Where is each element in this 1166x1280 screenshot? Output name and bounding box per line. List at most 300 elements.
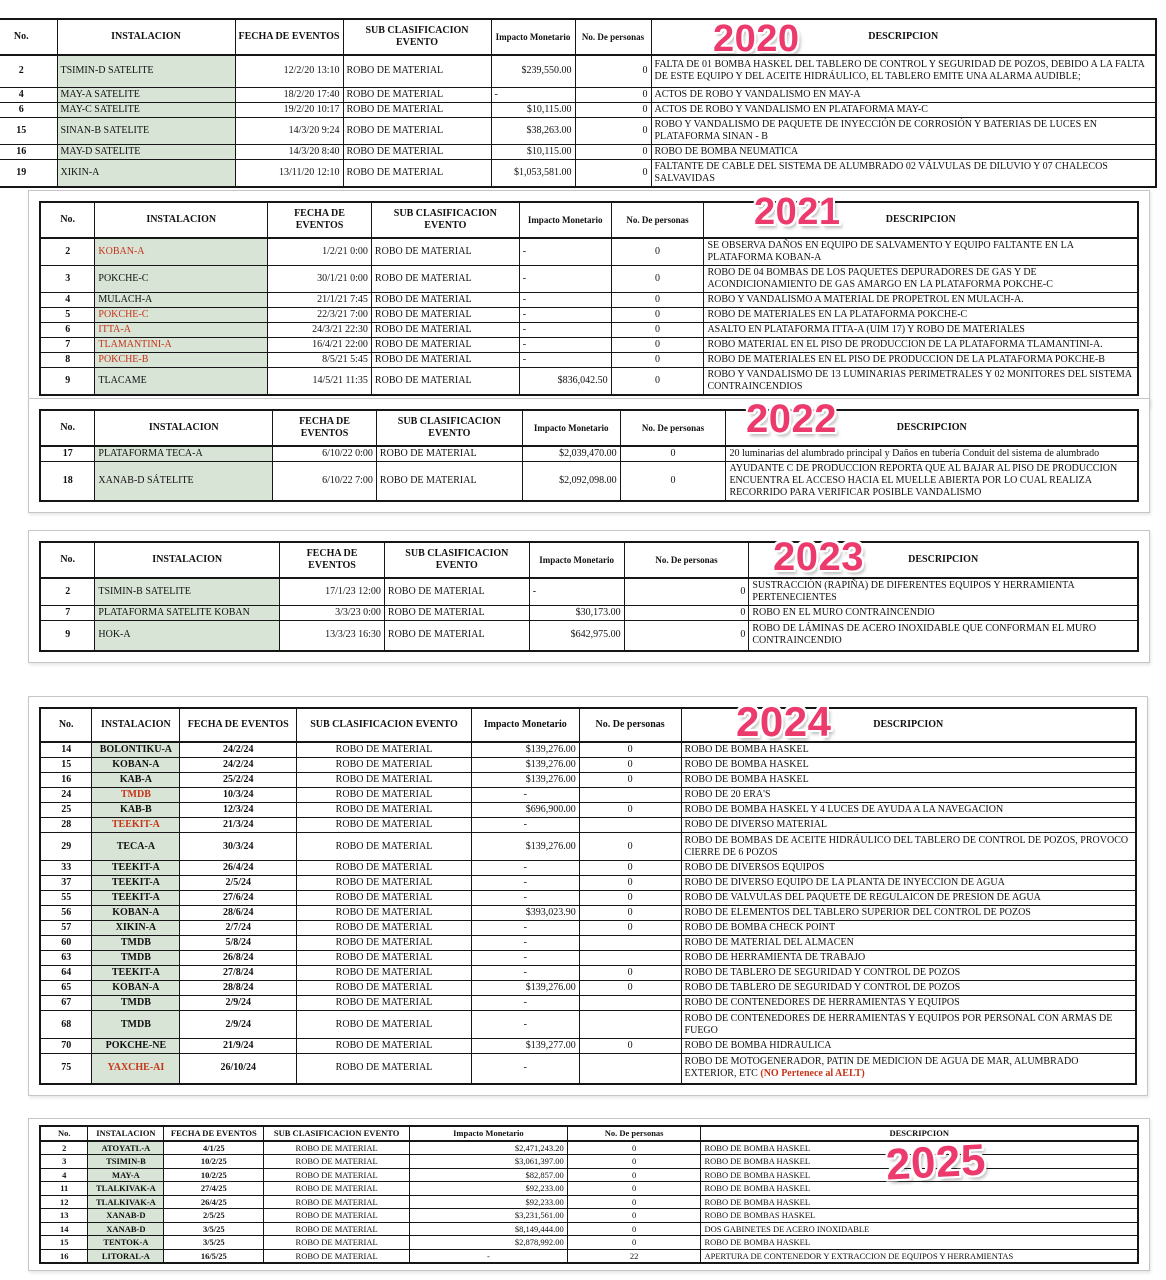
- table-row: [40, 921, 1136, 936]
- cell-no: 15: [40, 758, 92, 773]
- cell-sub-clasificacion: ROBO DE MATERIAL: [264, 1236, 410, 1250]
- cell-descripcion: [651, 117, 1156, 144]
- cell-instalacion: TLACAME: [95, 368, 268, 396]
- cell-fecha: 10/3/24: [180, 788, 297, 803]
- table-row: [40, 981, 1136, 996]
- cell-fecha: 10/2/25: [164, 1168, 264, 1182]
- cell-descripcion: [704, 238, 1138, 266]
- cell-sub-clasificacion: ROBO DE MATERIAL: [371, 353, 519, 368]
- cell-sub-clasificacion: ROBO DE MATERIAL: [297, 966, 472, 981]
- cell-no: 64: [40, 966, 92, 981]
- cell-instalacion: TMDB: [92, 1011, 180, 1039]
- cell-no: 6: [0, 102, 57, 117]
- cell-instalacion: POKCHE-NE: [92, 1039, 180, 1054]
- cell-impacto-monetario: $139,276.00: [471, 773, 579, 788]
- cell-no: 2: [0, 55, 57, 87]
- description-text: ROBO DE DIVERSO EQUIPO DE LA PLANTA DE INYECCION DE AGUA: [684, 877, 1005, 888]
- cell-fecha: 21/3/24: [180, 818, 297, 833]
- column-header-2: FECHA DE EVENTOS: [180, 708, 297, 742]
- year-label-2025: 2025: [884, 1135, 988, 1190]
- cell-no: 9: [40, 368, 95, 396]
- description-text: ROBO DE MOTOGENERADOR, PATIN DE MEDICION DE AGUA DE MAR, ALUMBRADO EXTERIOR, ETC: [684, 1056, 1079, 1080]
- cell-no-personas: 0: [611, 368, 704, 396]
- cell-no-personas: 0: [611, 238, 704, 266]
- cell-no-personas: [579, 996, 681, 1011]
- column-header-4: Impacto Monetario: [519, 202, 611, 238]
- cell-descripcion: [704, 368, 1138, 396]
- description-text: 20 luminarias del alumbrado principal y Daños en tubería Conduit del sistema de alumbrado: [729, 448, 1100, 459]
- events-table-2024: [39, 707, 1137, 1085]
- cell-sub-clasificacion: ROBO DE MATERIAL: [384, 621, 529, 651]
- cell-no-personas: 0: [579, 773, 681, 788]
- description-text: FALTANTE DE CABLE DEL SISTEMA DE ALUMBRADO 02 VÁLVULAS DE DILUVIO Y 07 CHALECOS SALVAVIDAS: [654, 160, 1108, 184]
- cell-no: 15: [40, 1236, 88, 1250]
- cell-fecha: 10/2/25: [164, 1155, 264, 1169]
- description-text: ROBO DE HERRAMIENTA DE TRABAJO: [684, 952, 866, 963]
- cell-instalacion: TMDB: [92, 996, 180, 1011]
- cell-instalacion: PLATAFORMA SATELITE KOBAN: [95, 606, 280, 621]
- table-row: [40, 758, 1136, 773]
- cell-impacto-monetario: -: [519, 293, 611, 308]
- events-table-2020: [0, 18, 1157, 188]
- cell-impacto-monetario: -: [471, 861, 579, 876]
- column-header-5: No. De personas: [579, 708, 681, 742]
- cell-no: 24: [40, 788, 92, 803]
- description-text: ROBO DE CONTENEDORES DE HERRAMIENTAS Y EQUIPOS: [684, 997, 960, 1008]
- column-header-1: INSTALACION: [57, 19, 235, 55]
- cell-fecha: 26/8/24: [180, 951, 297, 966]
- cell-no-personas: 0: [579, 758, 681, 773]
- cell-no-personas: 0: [579, 833, 681, 861]
- description-text: ROBO DE CONTENEDORES DE HERRAMIENTAS Y EQUIPOS POR PERSONAL CON ARMAS DE FUEGO: [684, 1012, 1113, 1036]
- cell-descripcion: [704, 353, 1138, 368]
- events-table-2022: [39, 409, 1139, 502]
- table-section-2025: [28, 1118, 1150, 1271]
- cell-fecha: 27/6/24: [180, 891, 297, 906]
- cell-instalacion: KOBAN-A: [95, 238, 268, 266]
- cell-impacto-monetario: $2,878,992.00: [410, 1236, 568, 1250]
- cell-impacto-monetario: $3,231,561.00: [410, 1209, 568, 1223]
- description-text: ROBO DE TABLERO DE SEGURIDAD Y CONTROL DE POZOS: [684, 982, 961, 993]
- description-text: ROBO DE BOMBA HASKEL Y 4 LUCES DE AYUDA A LA NAVEGACION: [684, 804, 1004, 815]
- column-header-6: DESCRIPCION: [651, 19, 1156, 55]
- table-row: [0, 55, 1156, 87]
- cell-instalacion: SINAN-B SATELITE: [57, 117, 235, 144]
- cell-no-personas: 0: [611, 323, 704, 338]
- description-text: ROBO DE DIVERSOS EQUIPOS: [684, 862, 825, 873]
- cell-fecha: 14/3/20 9:24: [235, 117, 343, 144]
- events-table-2023: [39, 541, 1139, 652]
- description-text: ROBO DE TABLERO DE SEGURIDAD Y CONTROL DE POZOS: [684, 967, 961, 978]
- cell-sub-clasificacion: ROBO DE MATERIAL: [297, 936, 472, 951]
- cell-no: 3: [40, 1155, 88, 1169]
- cell-no: 70: [40, 1039, 92, 1054]
- cell-descripcion: [704, 293, 1138, 308]
- cell-descripcion: [701, 1195, 1138, 1209]
- cell-no-personas: 0: [611, 308, 704, 323]
- cell-sub-clasificacion: ROBO DE MATERIAL: [297, 803, 472, 818]
- description-text: ROBO DE MATERIAL DEL ALMACEN: [684, 937, 854, 948]
- cell-instalacion: KOBAN-A: [92, 758, 180, 773]
- cell-fecha: 26/4/24: [180, 861, 297, 876]
- cell-instalacion: XANAB-D SÁTELITE: [95, 462, 273, 502]
- table-section-2020: [0, 18, 1166, 188]
- cell-instalacion: MAY-A: [88, 1168, 164, 1182]
- description-text: ROBO DE BOMBAS HASKEL: [704, 1210, 816, 1220]
- cell-fecha: 27/8/24: [180, 966, 297, 981]
- cell-no: 14: [40, 1222, 88, 1236]
- column-header-3: SUB CLASIFICACION EVENTO: [371, 202, 519, 238]
- cell-fecha: 28/6/24: [180, 906, 297, 921]
- column-header-3: SUB CLASIFICACION EVENTO: [264, 1126, 410, 1141]
- table-row: [0, 159, 1156, 187]
- cell-descripcion: [701, 1209, 1138, 1223]
- cell-descripcion: [704, 338, 1138, 353]
- cell-sub-clasificacion: ROBO DE MATERIAL: [371, 266, 519, 293]
- cell-no-personas: 0: [579, 921, 681, 936]
- year-label-2022: 2022: [746, 397, 837, 441]
- table-row: [40, 1236, 1138, 1250]
- table-row: [40, 293, 1138, 308]
- cell-sub-clasificacion: ROBO DE MATERIAL: [343, 159, 491, 187]
- cell-sub-clasificacion: ROBO DE MATERIAL: [343, 55, 491, 87]
- column-header-3: SUB CLASIFICACION EVENTO: [297, 708, 472, 742]
- table-row: [40, 742, 1136, 758]
- cell-instalacion: BOLONTIKU-A: [92, 742, 180, 758]
- cell-sub-clasificacion: ROBO DE MATERIAL: [371, 368, 519, 396]
- description-text: ROBO DE VALVULAS DEL PAQUETE DE REGULAICON DE PRESION DE AGUA: [684, 892, 1041, 903]
- cell-instalacion: KAB-B: [92, 803, 180, 818]
- cell-descripcion: [681, 1039, 1136, 1054]
- cell-fecha: 17/1/23 12:00: [280, 578, 385, 606]
- cell-no: 2: [40, 238, 95, 266]
- cell-no: 4: [0, 87, 57, 102]
- cell-no: 14: [40, 742, 92, 758]
- description-text: ROBO DE BOMBA HIDRAULICA: [684, 1040, 832, 1051]
- cell-no: 6: [40, 323, 95, 338]
- column-header-0: No.: [40, 202, 95, 238]
- cell-no: 56: [40, 906, 92, 921]
- cell-impacto-monetario: -: [519, 308, 611, 323]
- cell-no: 19: [0, 159, 57, 187]
- column-header-4: Impacto Monetario: [471, 708, 579, 742]
- cell-instalacion: LITORAL-A: [88, 1249, 164, 1263]
- cell-no: 37: [40, 876, 92, 891]
- table-row: [40, 1209, 1138, 1223]
- description-text: ROBO DE BOMBA HASKEL: [704, 1196, 811, 1207]
- cell-fecha: 13/3/23 16:30: [280, 621, 385, 651]
- cell-descripcion: [681, 891, 1136, 906]
- cell-sub-clasificacion: ROBO DE MATERIAL: [264, 1249, 410, 1263]
- cell-instalacion: MAY-C SATELITE: [57, 102, 235, 117]
- description-text: ROBO Y VANDALISMO A MATERIAL DE PROPETROL EN MULACH-A.: [707, 294, 1024, 305]
- table-row: [40, 861, 1136, 876]
- table-row: [40, 578, 1138, 606]
- cell-impacto-monetario: $696,900.00: [471, 803, 579, 818]
- cell-descripcion: [681, 788, 1136, 803]
- cell-no-personas: [579, 1011, 681, 1039]
- table-row: [40, 1195, 1138, 1209]
- table-row: [40, 238, 1138, 266]
- table-row: [40, 876, 1136, 891]
- table-row: [40, 308, 1138, 323]
- table-row: [40, 891, 1136, 906]
- column-header-1: INSTALACION: [95, 542, 280, 578]
- table-row: [40, 818, 1136, 833]
- cell-no-personas: 0: [575, 87, 651, 102]
- cell-impacto-monetario: -: [471, 966, 579, 981]
- cell-no: 55: [40, 891, 92, 906]
- cell-no: 33: [40, 861, 92, 876]
- table-row: [40, 936, 1136, 951]
- description-text: ROBO Y VANDALISMO DE 13 LUMINARIAS PERIMETRALES Y 02 MONITORES DEL SISTEMA CONTRAINCENDIOS: [707, 369, 1132, 392]
- cell-no: 16: [40, 773, 92, 788]
- cell-sub-clasificacion: ROBO DE MATERIAL: [264, 1141, 410, 1155]
- cell-instalacion: YAXCHE-AI: [92, 1054, 180, 1084]
- cell-sub-clasificacion: ROBO DE MATERIAL: [297, 981, 472, 996]
- cell-instalacion: ATOYATL-A: [88, 1141, 164, 1155]
- cell-descripcion: [681, 833, 1136, 861]
- column-header-2: FECHA DE EVENTOS: [235, 19, 343, 55]
- cell-no: 67: [40, 996, 92, 1011]
- cell-no-personas: 0: [579, 803, 681, 818]
- description-text: ROBO DE BOMBA HASKEL: [684, 774, 809, 785]
- cell-fecha: 5/8/24: [180, 936, 297, 951]
- table-row: [40, 338, 1138, 353]
- cell-descripcion: [701, 1249, 1138, 1263]
- cell-no: 11: [40, 1182, 88, 1196]
- table-row: [0, 144, 1156, 159]
- column-header-3: SUB CLASIFICACION EVENTO: [343, 19, 491, 55]
- column-header-1: INSTALACION: [92, 708, 180, 742]
- description-text: ACTOS DE ROBO Y VANDALISMO EN PLATAFORMA MAY-C: [654, 103, 928, 115]
- cell-impacto-monetario: $139,276.00: [471, 833, 579, 861]
- column-header-2: FECHA DE EVENTOS: [280, 542, 385, 578]
- column-header-1: INSTALACION: [88, 1126, 164, 1141]
- cell-no: 18: [40, 462, 95, 502]
- cell-sub-clasificacion: ROBO DE MATERIAL: [371, 308, 519, 323]
- cell-fecha: 8/5/21 5:45: [268, 353, 372, 368]
- cell-no-personas: 0: [620, 462, 726, 502]
- description-text: ROBO EN EL MURO CONTRAINCENDIO: [752, 607, 935, 618]
- cell-no-personas: [579, 1054, 681, 1084]
- cell-sub-clasificacion: ROBO DE MATERIAL: [297, 818, 472, 833]
- cell-sub-clasificacion: ROBO DE MATERIAL: [371, 293, 519, 308]
- cell-impacto-monetario: -: [410, 1249, 568, 1263]
- cell-no: 16: [40, 1249, 88, 1263]
- cell-no-personas: 0: [575, 102, 651, 117]
- cell-no-personas: 0: [567, 1209, 701, 1223]
- cell-fecha: 12/2/20 13:10: [235, 55, 343, 87]
- cell-descripcion: [681, 773, 1136, 788]
- cell-fecha: 30/3/24: [180, 833, 297, 861]
- cell-impacto-monetario: $836,042.50: [519, 368, 611, 396]
- cell-no: 5: [40, 308, 95, 323]
- cell-instalacion: TEEKIT-A: [92, 876, 180, 891]
- cell-instalacion: TLALKIVAK-A: [88, 1195, 164, 1209]
- cell-impacto-monetario: $2,039,470.00: [522, 446, 620, 462]
- column-header-5: No. De personas: [620, 410, 726, 446]
- cell-impacto-monetario: $139,277.00: [471, 1039, 579, 1054]
- cell-no-personas: [579, 951, 681, 966]
- cell-no-personas: 0: [567, 1222, 701, 1236]
- cell-no: 68: [40, 1011, 92, 1039]
- description-text: ROBO DE BOMBAS DE ACEITE HIDRÁULICO DEL TABLERO DE CONTROL DE POZOS, PROVOCO CIERRE DE 6 POZOS: [684, 834, 1129, 858]
- cell-descripcion: [681, 818, 1136, 833]
- cell-no: 7: [40, 606, 95, 621]
- cell-descripcion: [749, 621, 1138, 651]
- cell-sub-clasificacion: ROBO DE MATERIAL: [297, 1011, 472, 1039]
- column-header-5: No. De personas: [624, 542, 749, 578]
- column-header-5: No. De personas: [575, 19, 651, 55]
- cell-descripcion: [681, 876, 1136, 891]
- cell-impacto-monetario: -: [471, 891, 579, 906]
- cell-no-personas: 0: [579, 1039, 681, 1054]
- cell-no-personas: 0: [567, 1236, 701, 1250]
- cell-descripcion: [726, 446, 1138, 462]
- cell-no-personas: 0: [624, 621, 749, 651]
- cell-instalacion: TMDB: [92, 951, 180, 966]
- cell-no-personas: 0: [579, 906, 681, 921]
- cell-sub-clasificacion: ROBO DE MATERIAL: [297, 996, 472, 1011]
- cell-instalacion: TSIMIN-D SATELITE: [57, 55, 235, 87]
- cell-sub-clasificacion: ROBO DE MATERIAL: [297, 861, 472, 876]
- column-header-5: No. De personas: [611, 202, 704, 238]
- cell-no-personas: 0: [579, 966, 681, 981]
- cell-impacto-monetario: -: [471, 818, 579, 833]
- cell-sub-clasificacion: ROBO DE MATERIAL: [297, 773, 472, 788]
- column-header-0: No.: [40, 708, 92, 742]
- table-row: [40, 1039, 1136, 1054]
- column-header-2: FECHA DE EVENTOS: [273, 410, 377, 446]
- table-section-2021: [28, 190, 1150, 407]
- cell-fecha: 27/4/25: [164, 1182, 264, 1196]
- cell-no-personas: 0: [611, 293, 704, 308]
- cell-sub-clasificacion: ROBO DE MATERIAL: [343, 87, 491, 102]
- cell-impacto-monetario: -: [471, 996, 579, 1011]
- table-row: [40, 1249, 1138, 1263]
- cell-sub-clasificacion: ROBO DE MATERIAL: [264, 1195, 410, 1209]
- cell-fecha: 25/2/24: [180, 773, 297, 788]
- cell-instalacion: XIKIN-A: [92, 921, 180, 936]
- cell-no-personas: 0: [579, 861, 681, 876]
- table-row: [40, 462, 1138, 502]
- cell-instalacion: TENTOK-A: [88, 1236, 164, 1250]
- column-header-4: Impacto Monetario: [529, 542, 624, 578]
- cell-no-personas: 0: [579, 891, 681, 906]
- cell-fecha: 4/1/25: [164, 1141, 264, 1155]
- cell-instalacion: KAB-A: [92, 773, 180, 788]
- cell-sub-clasificacion: ROBO DE MATERIAL: [371, 338, 519, 353]
- cell-descripcion: [681, 921, 1136, 936]
- cell-no: 17: [40, 446, 95, 462]
- description-text: ROBO DE MATERIALES EN LA PLATAFORMA POKCHE-C: [707, 309, 968, 320]
- column-header-6: DESCRIPCION: [726, 410, 1138, 446]
- cell-sub-clasificacion: ROBO DE MATERIAL: [343, 144, 491, 159]
- cell-impacto-monetario: $2,471,243.20: [410, 1141, 568, 1155]
- table-row: [40, 621, 1138, 651]
- description-text: ROBO DE BOMBA CHECK POINT: [684, 922, 836, 933]
- cell-impacto-monetario: -: [471, 876, 579, 891]
- cell-sub-clasificacion: ROBO DE MATERIAL: [343, 117, 491, 144]
- cell-sub-clasificacion: ROBO DE MATERIAL: [297, 833, 472, 861]
- column-header-1: INSTALACION: [95, 202, 268, 238]
- cell-no-personas: 0: [624, 578, 749, 606]
- table-row: [40, 1011, 1136, 1039]
- cell-impacto-monetario: $139,276.00: [471, 742, 579, 758]
- cell-impacto-monetario: -: [471, 921, 579, 936]
- cell-sub-clasificacion: ROBO DE MATERIAL: [297, 1054, 472, 1084]
- table-row: [40, 323, 1138, 338]
- cell-sub-clasificacion: ROBO DE MATERIAL: [264, 1168, 410, 1182]
- cell-impacto-monetario: -: [529, 578, 624, 606]
- cell-fecha: 24/2/24: [180, 742, 297, 758]
- cell-sub-clasificacion: ROBO DE MATERIAL: [371, 238, 519, 266]
- description-text: ROBO DE ELEMENTOS DEL TABLERO SUPERIOR DEL CONTROL DE POZOS: [684, 907, 1031, 918]
- table-row: [40, 606, 1138, 621]
- description-red-note: (NO Pertenece al AELT): [757, 1068, 865, 1080]
- cell-descripcion: [701, 1236, 1138, 1250]
- cell-descripcion: [701, 1222, 1138, 1236]
- year-label-2024: 2024: [736, 698, 832, 745]
- cell-sub-clasificacion: ROBO DE MATERIAL: [371, 323, 519, 338]
- cell-no: 75: [40, 1054, 92, 1084]
- description-text: SUSTRACCIÒN (RAPIÑA) DE DIFERENTES EQUIPOS Y HERRAMIENTA PERTENECIENTES: [752, 580, 1075, 603]
- cell-descripcion: [681, 966, 1136, 981]
- column-header-6: DESCRIPCION: [681, 708, 1136, 742]
- column-header-4: Impacto Monetario: [410, 1126, 568, 1141]
- cell-fecha: 21/9/24: [180, 1039, 297, 1054]
- description-text: ROBO DE BOMBA HASKEL: [704, 1142, 811, 1153]
- cell-instalacion: MULACH-A: [95, 293, 268, 308]
- year-label-2020: 2020: [713, 18, 800, 60]
- cell-no: 15: [0, 117, 57, 144]
- cell-no-personas: 0: [575, 117, 651, 144]
- cell-instalacion: TEEKIT-A: [92, 891, 180, 906]
- cell-fecha: 6/10/22 7:00: [273, 462, 377, 502]
- cell-fecha: 24/2/24: [180, 758, 297, 773]
- column-header-2: FECHA DE EVENTOS: [164, 1126, 264, 1141]
- cell-fecha: 21/1/21 7:45: [268, 293, 372, 308]
- cell-fecha: 12/3/24: [180, 803, 297, 818]
- cell-fecha: 13/11/20 12:10: [235, 159, 343, 187]
- cell-sub-clasificacion: ROBO DE MATERIAL: [264, 1209, 410, 1223]
- header-row: [40, 708, 1136, 742]
- cell-no: 16: [0, 144, 57, 159]
- table-section-2022: [28, 398, 1150, 513]
- cell-instalacion: POKCHE-C: [95, 266, 268, 293]
- cell-fecha: 28/8/24: [180, 981, 297, 996]
- cell-impacto-monetario: $2,092,098.00: [522, 462, 620, 502]
- cell-sub-clasificacion: ROBO DE MATERIAL: [297, 876, 472, 891]
- cell-instalacion: TMDB: [92, 788, 180, 803]
- cell-impacto-monetario: $38,263.00: [491, 117, 575, 144]
- cell-impacto-monetario: -: [471, 788, 579, 803]
- cell-no-personas: 0: [611, 338, 704, 353]
- table-row: [0, 87, 1156, 102]
- description-text: FALTA DE 01 BOMBA HASKEL DEL TABLERO DE CONTROL Y SEGURIDAD DE POZOS, DEBIDO A LA FALTA DE ESTE EQUIPO Y DEL ACEITE HIDRÁULICO, EL TABLERO EMITE UNA ALARMA AUDIBLE;: [654, 59, 1145, 83]
- cell-impacto-monetario: $642,975.00: [529, 621, 624, 651]
- cell-sub-clasificacion: ROBO DE MATERIAL: [297, 906, 472, 921]
- cell-impacto-monetario: $1,053,581.00: [491, 159, 575, 187]
- cell-impacto-monetario: $8,149,444.00: [410, 1222, 568, 1236]
- cell-fecha: 14/5/21 11:35: [268, 368, 372, 396]
- cell-fecha: 14/3/20 8:40: [235, 144, 343, 159]
- cell-sub-clasificacion: ROBO DE MATERIAL: [264, 1182, 410, 1196]
- cell-fecha: 16/4/21 22:00: [268, 338, 372, 353]
- cell-sub-clasificacion: ROBO DE MATERIAL: [264, 1222, 410, 1236]
- cell-descripcion: [681, 906, 1136, 921]
